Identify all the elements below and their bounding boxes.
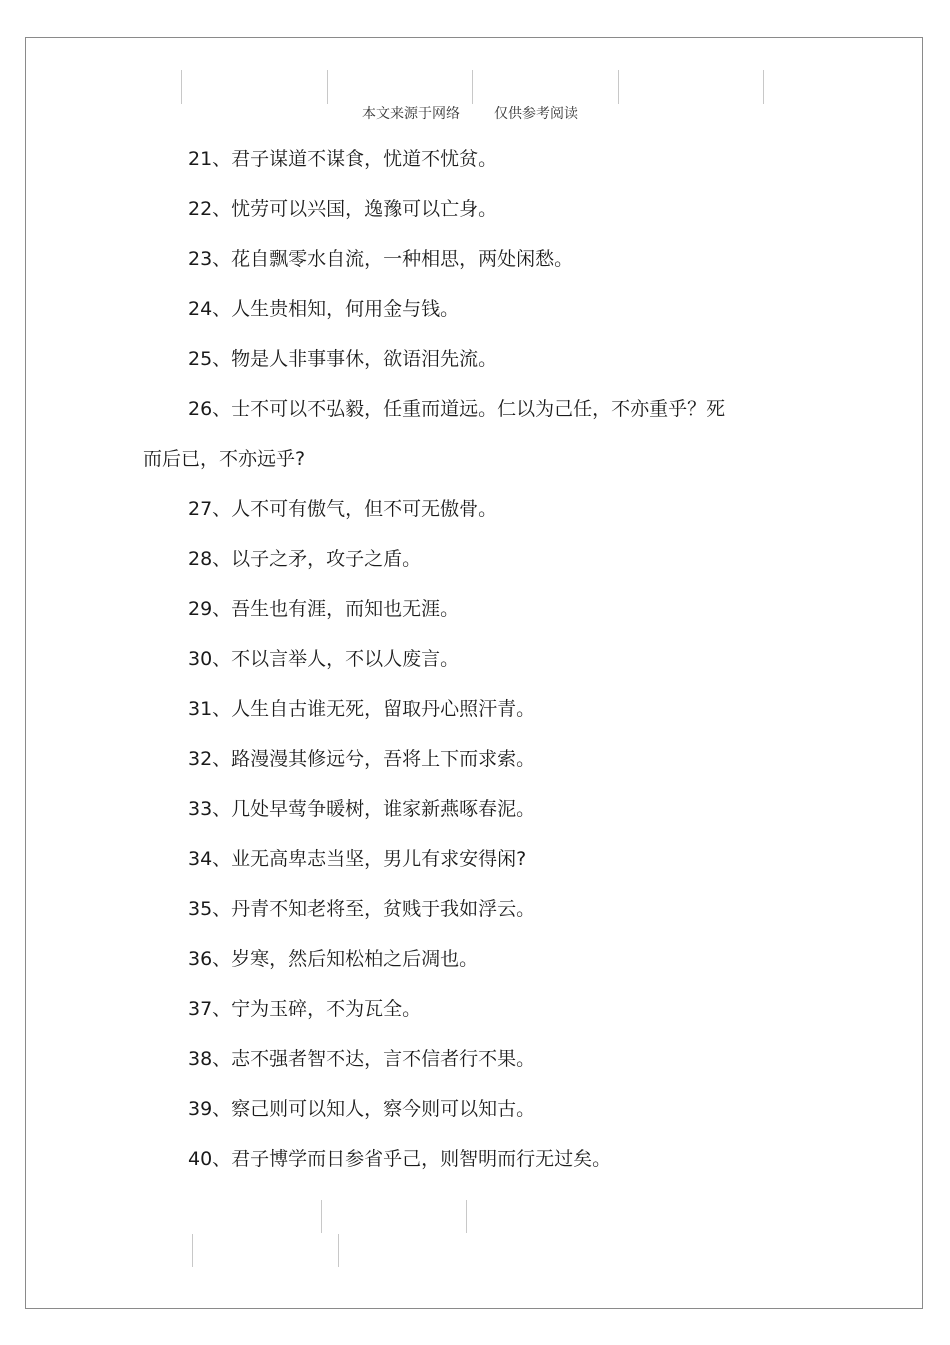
quote-line: 30、不以言举人，不以人废言。	[188, 648, 460, 670]
quote-line: 33、几处早莺争暖树，谁家新燕啄春泥。	[188, 798, 536, 820]
quote-line: 22、忧劳可以兴国，逸豫可以亡身。	[188, 198, 498, 220]
quote-line: 25、物是人非事事休，欲语泪先流。	[188, 348, 498, 370]
quote-line: 26、士不可以不弘毅，任重而道远。仁以为己任，不亦重乎？死	[188, 398, 726, 420]
footer-divider-3	[192, 1234, 193, 1267]
header-divider-3	[472, 70, 473, 104]
quote-line: 40、君子博学而日参省乎己，则智明而行无过矣。	[188, 1148, 612, 1170]
reference-note: 仅供参考阅读	[494, 106, 578, 122]
quote-line: 28、以子之矛，攻子之盾。	[188, 548, 422, 570]
header-note	[0, 103, 940, 123]
quote-line: 35、丹青不知老将至，贫贱于我如浮云。	[188, 898, 536, 920]
quote-line: 31、人生自古谁无死，留取丹心照汗青。	[188, 698, 536, 720]
quote-line: 32、路漫漫其修远兮，吾将上下而求索。	[188, 748, 536, 770]
footer-divider-4	[338, 1234, 339, 1267]
quote-line: 39、察己则可以知人，察今则可以知古。	[188, 1098, 536, 1120]
quote-line: 38、志不强者智不达，言不信者行不果。	[188, 1048, 536, 1070]
header-divider-5	[763, 70, 764, 104]
quote-list	[143, 134, 793, 1184]
quote-line: 24、人生贵相知，何用金与钱。	[188, 298, 460, 320]
quote-line: 29、吾生也有涯，而知也无涯。	[188, 598, 460, 620]
source-note: 本文来源于网络	[362, 106, 460, 122]
header-divider-2	[327, 70, 328, 104]
quote-line: 23、花自飘零水自流，一种相思，两处闲愁。	[188, 248, 574, 270]
quote-line-continuation: 而后已，不亦远乎?	[143, 448, 306, 470]
footer-divider-1	[321, 1200, 322, 1233]
header-divider-4	[618, 70, 619, 104]
quote-line: 27、人不可有傲气，但不可无傲骨。	[188, 498, 498, 520]
quote-line: 34、业无高卑志当坚，男儿有求安得闲?	[188, 848, 527, 870]
quote-line: 36、岁寒，然后知松柏之后凋也。	[188, 948, 479, 970]
quote-line: 37、宁为玉碎，不为瓦全。	[188, 998, 422, 1020]
footer-divider-2	[466, 1200, 467, 1233]
quote-line: 21、君子谋道不谋食，忧道不忧贫。	[188, 148, 498, 170]
header-divider-1	[181, 70, 182, 104]
